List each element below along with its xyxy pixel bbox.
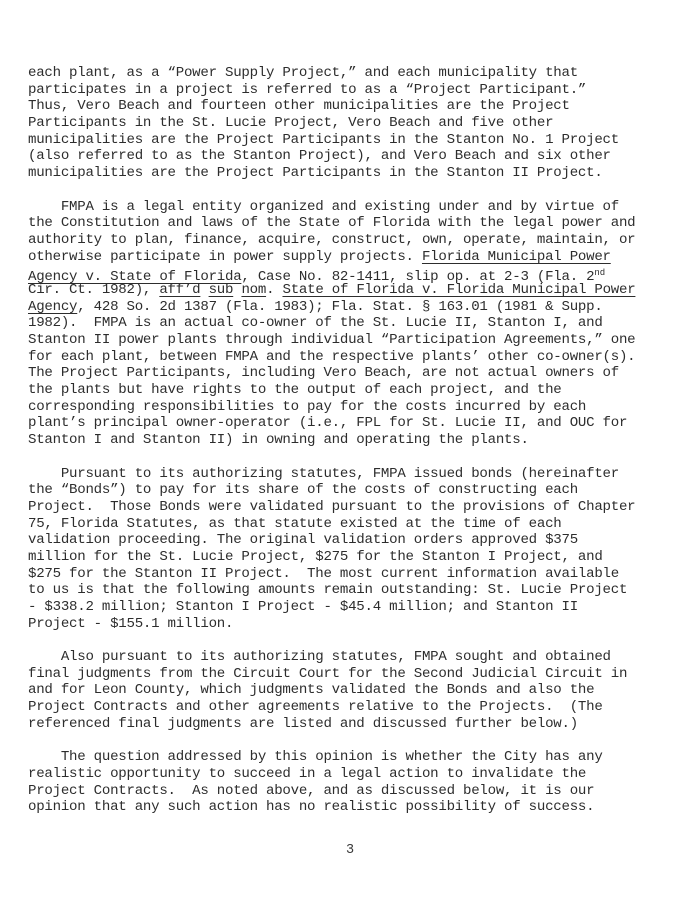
body-text: final judgments from the Circuit Court for the Second Judicial Circuit in (28, 665, 628, 682)
body-text: Cir. Ct. 1982), (28, 281, 160, 298)
body-text: opinion that any such action has no realistic possibility of success. (28, 799, 595, 816)
body-text: The question addressed by this opinion is whether the City has any (28, 749, 603, 766)
paragraph (28, 466, 683, 633)
body-text: Also pursuant to its authorizing statutes, FMPA sought and obtained (28, 649, 611, 666)
body-text: . (266, 281, 283, 298)
text-line (28, 682, 683, 699)
body-text: million for the St. Lucie Project, $275 for the Stanton I Project, and (28, 548, 603, 565)
body-text: Project Contracts and other agreements relative to the Projects. (The (28, 699, 603, 716)
text-line (28, 148, 683, 165)
body-text: participates in a project is referred to as a “Project Participant.” (28, 81, 587, 98)
text-line (28, 199, 683, 216)
text-line (28, 82, 683, 99)
body-text: each plant, as a “Power Supply Project,” and each municipality that (28, 65, 578, 81)
body-text: the “Bonds”) to pay for its share of the costs of constructing each (28, 482, 578, 499)
body-text: Stanton II power plants through individual “Participation Agreements,” one (28, 332, 636, 348)
body-text: Project - $155.1 million. (28, 615, 234, 632)
body-text: the Constitution and laws of the State of Florida with the legal power and (28, 215, 636, 232)
text-line (28, 432, 683, 449)
body-text: the plants but have rights to the output of each project, and the (28, 382, 562, 399)
body-text: authority to plan, finance, acquire, construct, own, operate, maintain, or (28, 231, 636, 248)
text-line (28, 399, 683, 416)
body-text: corresponding responsibilities to pay for the costs incurred by each (28, 398, 587, 415)
text-line (28, 766, 683, 783)
text-line (28, 315, 683, 332)
text-line (28, 365, 683, 382)
paragraph (28, 749, 683, 816)
text-line (28, 249, 683, 266)
paragraph (28, 65, 683, 182)
body-text: Project. Those Bonds were validated pursuant to the provisions of Chapter (28, 498, 636, 515)
body-text: The Project Participants, including Vero Beach, are not actual owners of (28, 365, 619, 382)
body-text: municipalities are the Project Participants in the Stanton II Project. (28, 165, 603, 182)
body-text: 75, Florida Statutes, as that statute existed at the time of each (28, 515, 562, 532)
document-body (28, 65, 683, 833)
text-line (28, 115, 683, 132)
underlined-citation-text: aff’d (159, 281, 201, 298)
text-line (28, 499, 683, 516)
body-text: Thus, Vero Beach and fourteen other municipalities are the Project (28, 98, 570, 115)
text-line (28, 783, 683, 800)
underlined-citation-text: sub (208, 281, 234, 298)
text-line (28, 382, 683, 399)
paragraph (28, 199, 683, 449)
text-line (28, 232, 683, 249)
body-text: 1982). FMPA is an actual co-owner of the St. Lucie II, Stanton I, and (28, 315, 603, 332)
text-line (28, 799, 683, 816)
body-text: referenced final judgments are listed and discussed further below.) (28, 715, 578, 732)
text-line (28, 616, 683, 633)
text-line (28, 349, 683, 366)
text-line (28, 332, 683, 349)
text-line (28, 649, 683, 666)
page-number: 3 (345, 843, 355, 858)
body-text: realistic opportunity to succeed in a legal action to invalidate the (28, 765, 587, 782)
text-line (28, 466, 683, 483)
body-text: otherwise participate in power supply projects. (28, 248, 422, 265)
text-line (28, 699, 683, 716)
text-line (28, 516, 683, 533)
body-text: - $338.2 million; Stanton I Project - $45.4 million; and Stanton II (28, 599, 578, 615)
text-line (28, 265, 683, 286)
body-text: municipalities are the Project Participants in the Stanton No. 1 Project (28, 131, 619, 148)
text-line (28, 582, 683, 599)
body-text: validation proceeding. The original validation orders approved $375 (28, 532, 578, 549)
body-text: for each plant, between FMPA and the respective plants’ other co-owner(s). (28, 348, 636, 365)
body-text: Stanton I and Stanton II) in owning and operating the plants. (28, 432, 529, 449)
text-line (28, 282, 683, 299)
text-line (28, 132, 683, 149)
body-text (200, 282, 208, 298)
underlined-citation-text: nom (241, 281, 267, 298)
text-line (28, 482, 683, 499)
body-text: Participants in the St. Lucie Project, Vero Beach and five other (28, 115, 554, 132)
text-line (28, 749, 683, 766)
body-text: FMPA is a legal entity organized and existing under and by virtue of (28, 198, 619, 215)
text-line (28, 299, 683, 316)
text-line (28, 566, 683, 583)
text-line (28, 415, 683, 432)
text-line (28, 532, 683, 549)
underlined-citation-text: Florida Municipal Power (421, 248, 611, 265)
text-line (28, 165, 683, 182)
text-line (28, 716, 683, 733)
text-line (28, 599, 683, 616)
underlined-citation-text: Agency (28, 298, 78, 315)
body-text: , 428 So. 2d 1387 (Fla. 1983); Fla. Stat. § 163.01 (1981 & Supp. (77, 298, 603, 315)
text-line (28, 98, 683, 115)
body-text: (also referred to as the Stanton Project), and Vero Beach and six other (28, 148, 611, 165)
body-text: and for Leon County, which judgments validated the Bonds and also the (28, 682, 595, 699)
body-text: Project Contracts. As noted above, and as discussed below, it is our (28, 782, 595, 799)
body-text: plant’s principal owner-operator (i.e., FPL for St. Lucie II, and OUC for (28, 415, 628, 432)
body-text: to us is that the following amounts remain outstanding: St. Lucie Project (28, 582, 628, 599)
text-line (28, 549, 683, 566)
underlined-citation-text: Agency v. State of Florida (28, 269, 242, 286)
body-text: $275 for the Stanton II Project. The most current information available (28, 565, 619, 582)
text-line (28, 65, 683, 82)
body-text: Pursuant to its authorizing statutes, FMPA issued bonds (hereinafter (28, 465, 619, 482)
paragraph (28, 649, 683, 732)
superscript-text: nd (594, 268, 606, 279)
text-line (28, 215, 683, 232)
text-line (28, 666, 683, 683)
underlined-citation-text: State of Florida v. Florida Municipal Power (282, 281, 636, 298)
body-text: , Case No. 82-1411, slip op. at 2-3 (Fla. 2 (241, 269, 595, 286)
